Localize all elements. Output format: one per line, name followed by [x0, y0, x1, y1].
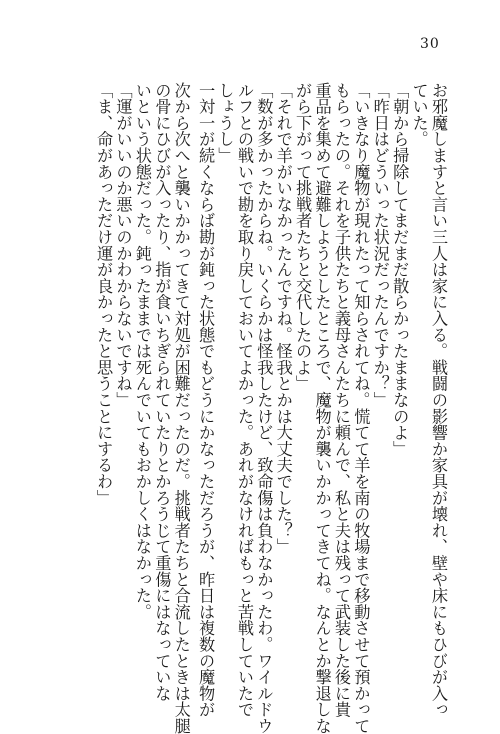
- text-line: 「運がいいのか悪いのかわからないですね」: [113, 82, 133, 408]
- page-number: 30: [420, 36, 440, 52]
- text-line: ていた。: [409, 82, 429, 148]
- text-line: しょうし」: [215, 82, 235, 164]
- text-line: 「いきなり魔物が現れたって知らされてね。慌てて羊を南の牧場まで移動させて預かって: [351, 82, 371, 734]
- vertical-text-block: [94, 82, 448, 734]
- text-line: お邪魔しますと言い三人は家に入る。戦闘の影響か家具が壊れ、壁や床にもひびが入っ: [429, 82, 448, 718]
- text-line: 「それで羊がいなかったんですね。怪我とかは大丈夫でした？」: [273, 82, 293, 555]
- text-line: いという状態だった。鈍ったままでは死んでいてもおかしくはなかった。: [132, 82, 152, 620]
- text-line: 「数が多かったからね。いくらかは怪我したけど、致命傷は負わなかったわ。ワイルドウ: [254, 82, 274, 734]
- text-line: ルフとの戦いで勘を取り戻しておいてよかった。あれがなければもっと苦戦していたで: [234, 82, 254, 718]
- text-line: もらったの。それを子供たちと義母さんたちに頼んで、私と夫は残って武装した後に貴: [331, 82, 351, 718]
- text-line: がら下がって挑戦者たちと交代したのよ」: [293, 82, 313, 392]
- text-line: の骨にひびが入ったり、指が食いちぎられていたりとかろうじて重傷にはなっていな: [152, 82, 172, 702]
- text-line: 「ま、命があっただけ運が良かったと思うことにするわ」: [94, 82, 114, 506]
- text-line: 「朝から掃除してまだまだ散らかったままなのよ」: [390, 82, 410, 457]
- text-line: 「昨日はどういった状況だったんですか？」: [370, 82, 390, 408]
- text-line: 次から次へと襲いかかってきて対処が困難だったのだ。挑戦者たちと合流したときは太腿: [171, 82, 191, 734]
- text-line: 一対一が続くならば勘が鈍った状態でもどうにかなっただろうが、昨日は複数の魔物が: [196, 82, 216, 718]
- text-line: 重品を集めて避難しようとしたところで、魔物が襲いかかってきてね。なんとか撃退しな: [312, 82, 332, 734]
